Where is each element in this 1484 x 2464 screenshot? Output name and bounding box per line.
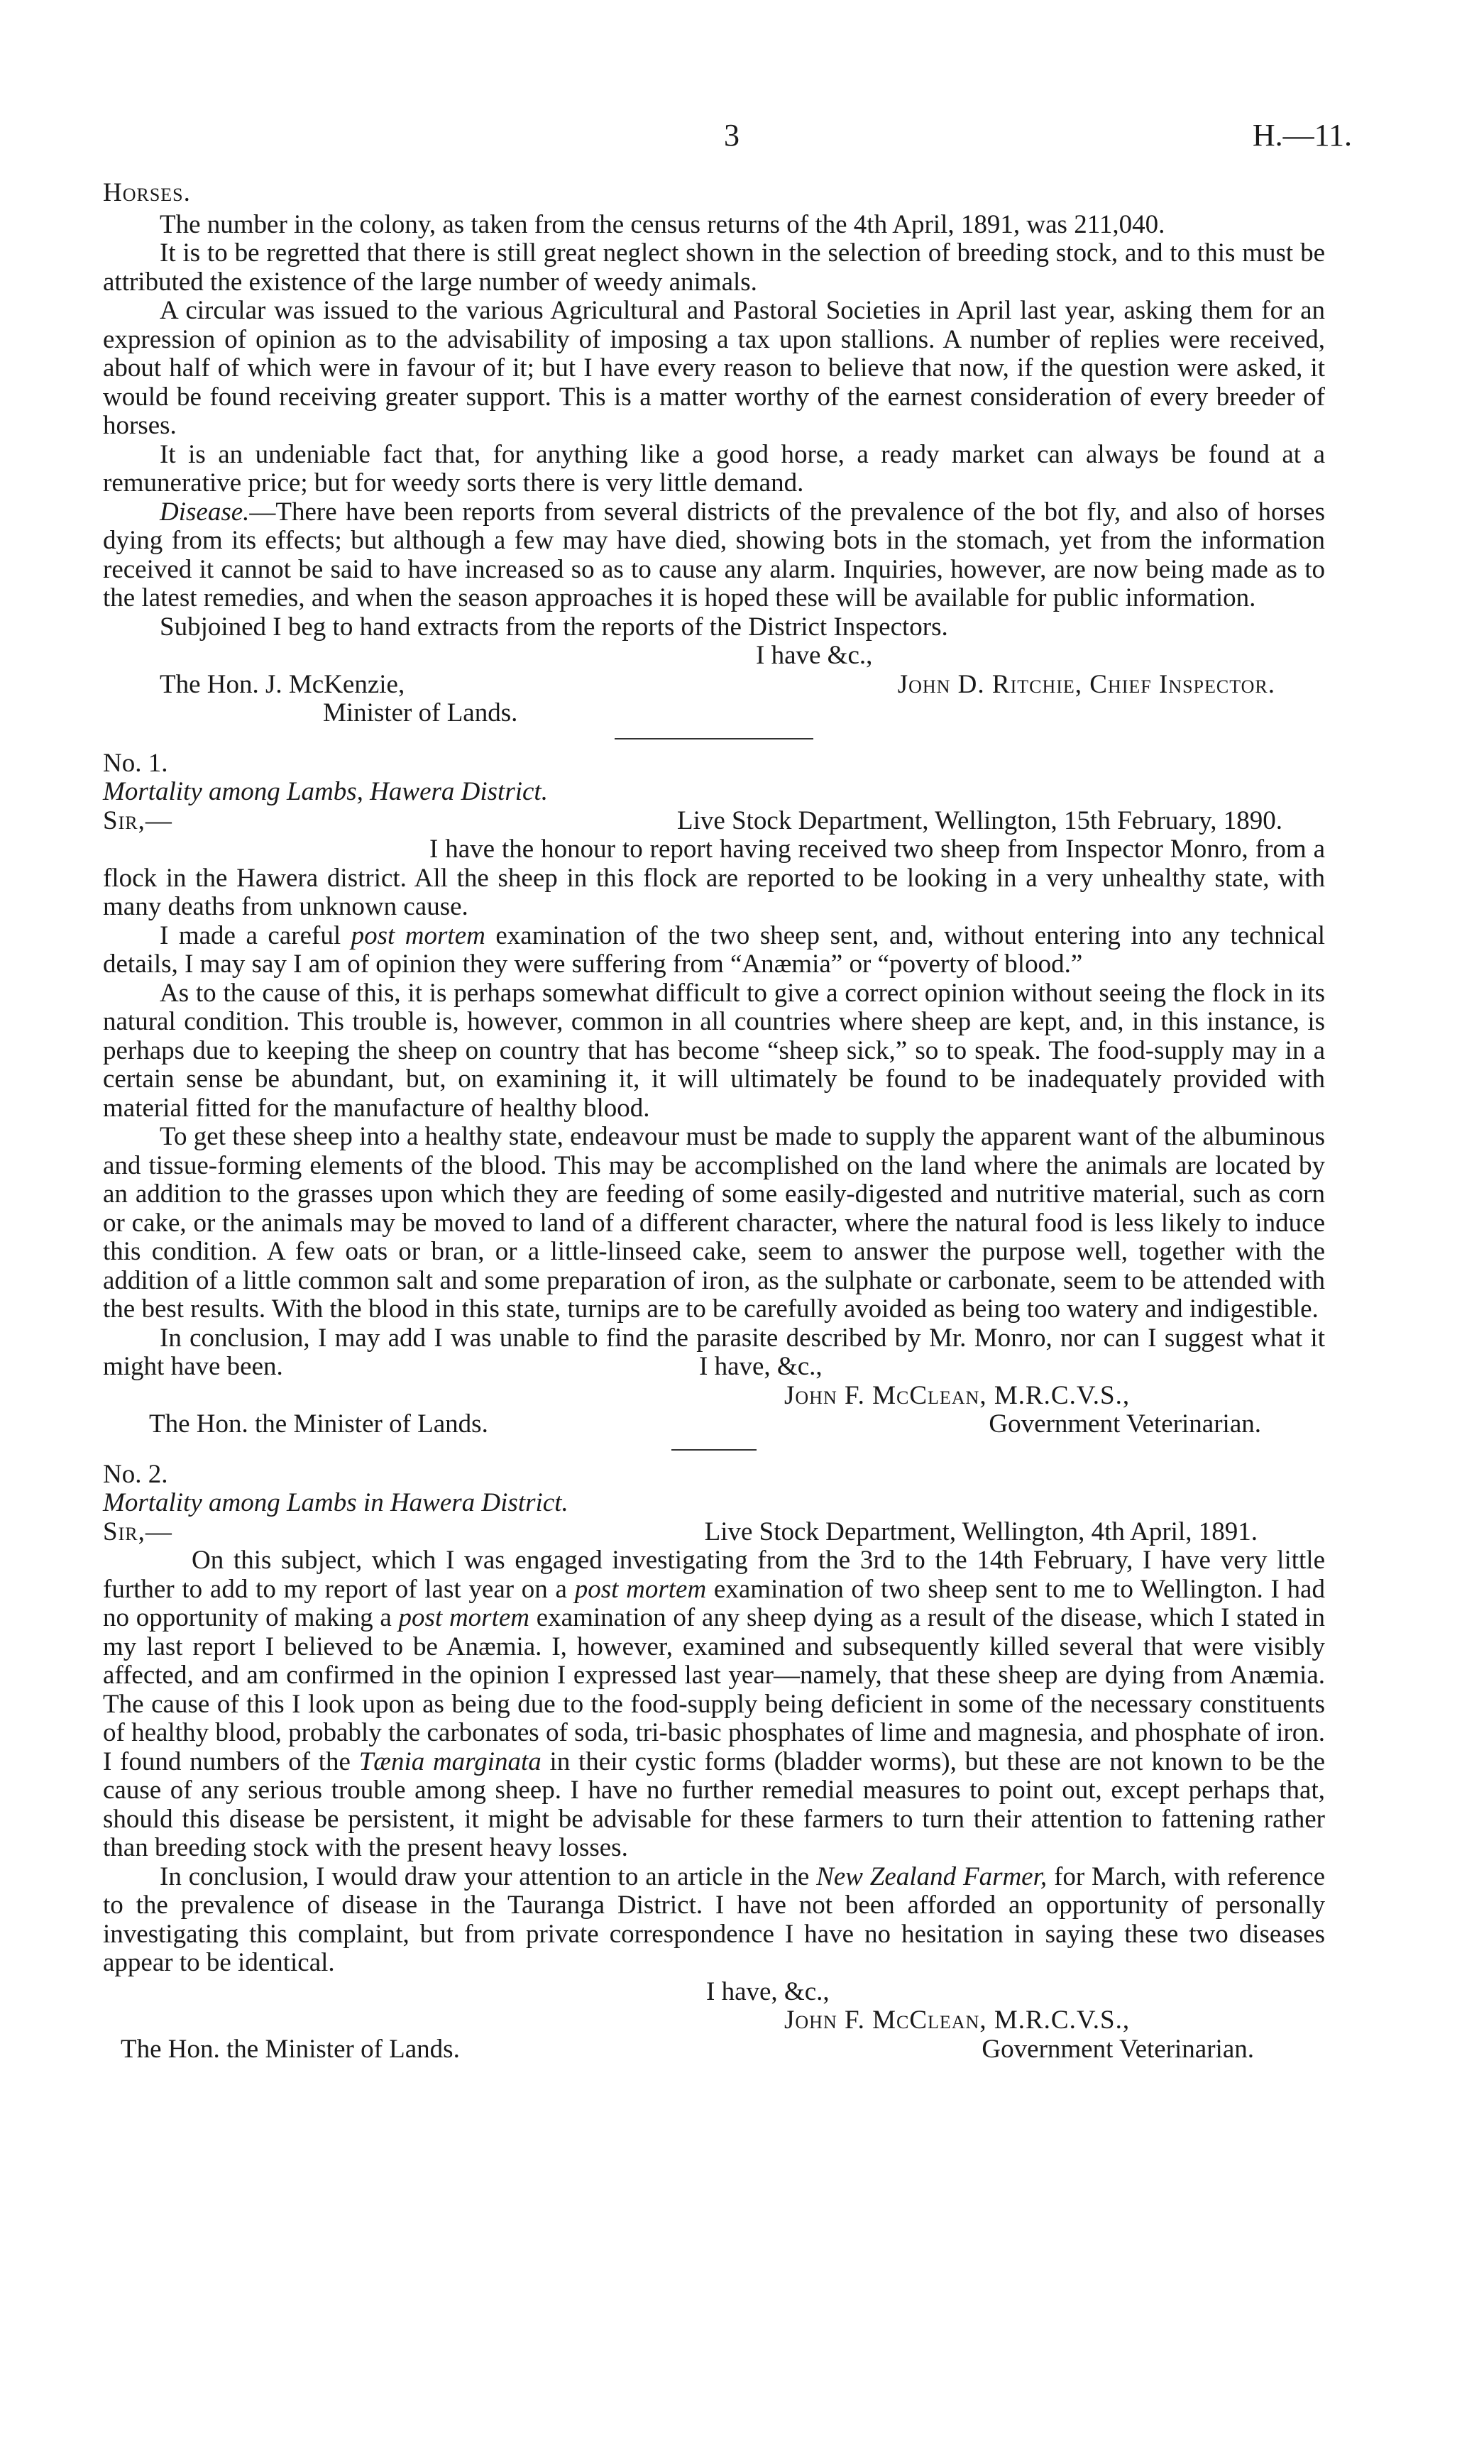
paragraph-disease: Disease.—There have been reports from several districts of the prevalence of the bot fly, and also of horses dying from its effects; but although a few may have died, showing bots in the stomach, yet from the information received it cannot be said to have increased so as to cause any alarm. Inquiries, however, are now being made as to the latest remedies, and when the season approaches it is hoped these will be available for public information.	[103, 497, 1325, 612]
paragraph: I have the honour to report having received two sheep from Inspector Monro, from a flock in the Hawera district. All the sheep in this flock are reported to be looking in a very unhealthy state, with many deaths from unknown cause.	[103, 835, 1325, 921]
disease-label: Disease.	[160, 497, 250, 527]
section-heading-horses: Horses.	[103, 178, 191, 207]
salutation: Sir,—	[103, 805, 172, 835]
addressee: The Hon. J. McKenzie,	[160, 669, 405, 699]
signature-title: Government Veterinarian.	[982, 2034, 1254, 2064]
paragraph: In conclusion, I may add I was unable to find the parasite described by Mr. Monro, nor can I suggest what it might have been.	[103, 1323, 1325, 1381]
report-title: Mortality among Lambs in Hawera District.	[103, 1488, 568, 1517]
document-reference: H.—11.	[1252, 118, 1352, 153]
addressee: The Hon. the Minister of Lands.	[149, 1409, 488, 1439]
divider	[671, 1449, 757, 1451]
paragraph: A circular was issued to the various Agricultural and Pastoral Societies in April last year, asking them for an expression of opinion as to the advisability of imposing a tax upon stallions. A number of replies were received, about half of which were in favour of it; but I have every reason to believe that now, if the question were asked, it would be found receiving greater support. This is a matter worthy of the earnest consideration of every breeder of horses.	[103, 296, 1325, 440]
paragraph: As to the cause of this, it is perhaps somewhat difficult to give a correct opinion without seeing the flock in its natural condition. This trouble is, however, common in all countries where sheep are kept, and, in this instance, is perhaps due to keeping the sheep on country that has become “sheep sick,” so to speak. The food-supply may in a certain sense be abundant, but, on examining it, it will ultimately be found to be inadequately provided with material fitted for the manufacture of healthy blood.	[103, 978, 1325, 1123]
paragraph: Subjoined I beg to hand extracts from the reports of the District Inspectors.	[160, 612, 948, 642]
signature-row	[103, 671, 1325, 700]
signature-row	[103, 2035, 1325, 2064]
page-number: 3	[724, 118, 740, 153]
salutation: Sir,—	[103, 1517, 172, 1546]
report-number: No. 1.	[103, 748, 168, 778]
addressee: The Hon. the Minister of Lands.	[121, 2034, 460, 2064]
closing: I have, &c.,	[699, 1352, 823, 1381]
paragraph: In conclusion, I would draw your attention to an article in the New Zealand Farmer, for March, with reference to the prevalence of disease in the Tauranga District. I have not been afforded an opportunity of personally investigating this complaint, but from private correspondence I have no hesitation in saying these two diseases appear to be identical.	[103, 1861, 1325, 1977]
paragraph: It is an undeniable fact that, for anything like a good horse, a ready market can always be found at a remunerative price; but for weedy sorts there is very little demand.	[103, 439, 1325, 497]
document-body	[103, 179, 1325, 2064]
salutation-row	[103, 807, 1325, 836]
signature: John D. Ritchie, Chief Inspector.	[897, 669, 1275, 699]
signature: John F. McClean, M.R.C.V.S.,	[784, 2006, 1131, 2035]
salutation-row	[103, 1518, 1325, 1547]
closing: I have, &c.,	[706, 1976, 830, 2006]
paragraph: It is to be regretted that there is still great neglect shown in the selection of breeding stock, and to this must be attributed the existence of the large number of weedy animals.	[103, 238, 1325, 297]
paragraph: To get these sheep into a healthy state, endeavour must be made to supply the apparent want of the albuminous and tissue-forming elements of the blood. This may be accomplished on the land where the animals are located by an addition to the grasses upon which they are feeding of some easily-digested and nutritive material, such as corn or cake, or the animals may be moved to land of a different character, where the natural food is less likely to induce this condition. A few oats or bran, or a little-linseed cake, seem to answer the purpose well, together with the addition of a little common salt and some preparation of iron, as the sulphate or carbonate, seem to be attended with the best results. With the blood in this state, turnips are to be carefully avoided as being too watery and indigestible.	[103, 1122, 1325, 1324]
signature: John F. McClean, M.R.C.V.S.,	[784, 1380, 1131, 1410]
signature-row	[103, 1410, 1325, 1439]
paragraph: I made a careful post mortem examination of the two sheep sent, and, without entering into any technical details, I may say I am of opinion they were suffering from “Anæmia” or “poverty of blood.”	[103, 920, 1325, 979]
dateline: Live Stock Department, Wellington, 4th April, 1891.	[704, 1517, 1258, 1546]
signature-title: Government Veterinarian.	[989, 1409, 1261, 1439]
addressee-title: Minister of Lands.	[323, 698, 518, 727]
report-number: No. 2.	[103, 1459, 168, 1489]
closing: I have &c.,	[756, 641, 873, 670]
report-title: Mortality among Lambs, Hawera District.	[103, 777, 548, 806]
paragraph: The number in the colony, as taken from the census returns of the 4th April, 1891, was 211,040.	[160, 209, 1165, 239]
divider	[615, 738, 813, 739]
paragraph: On this subject, which I was engaged investigating from the 3rd to the 14th February, I have very little further to add to my report of last year on a post mortem examination of two sheep sent to me to Wellington. I had no opportunity of making a post mortem examination of any sheep dying as a result of the disease, which I stated in my last report I believed to be Anæmia. I, however, examined and subsequently killed several that were visibly affected, and am confirmed in the opinion I expressed last year—namely, that these sheep are dying from Anæmia. The cause of this I look upon as being due to the food-supply being deficient in some of the necessary constituents of healthy blood, probably the carbonates of soda, tri-basic phosphates of lime and magnesia, and phosphate of iron. I found numbers of the Tænia marginata in their cystic forms (bladder worms), but these are not known to be the cause of any serious trouble among sheep. I have no further remedial measures to point out, except perhaps that, should this disease be persistent, it might be advisable for these farmers to turn their attention to fattening rather than breeding stock with the present heavy losses.	[103, 1546, 1326, 1862]
dateline: Live Stock Department, Wellington, 15th February, 1890.	[676, 805, 1282, 835]
